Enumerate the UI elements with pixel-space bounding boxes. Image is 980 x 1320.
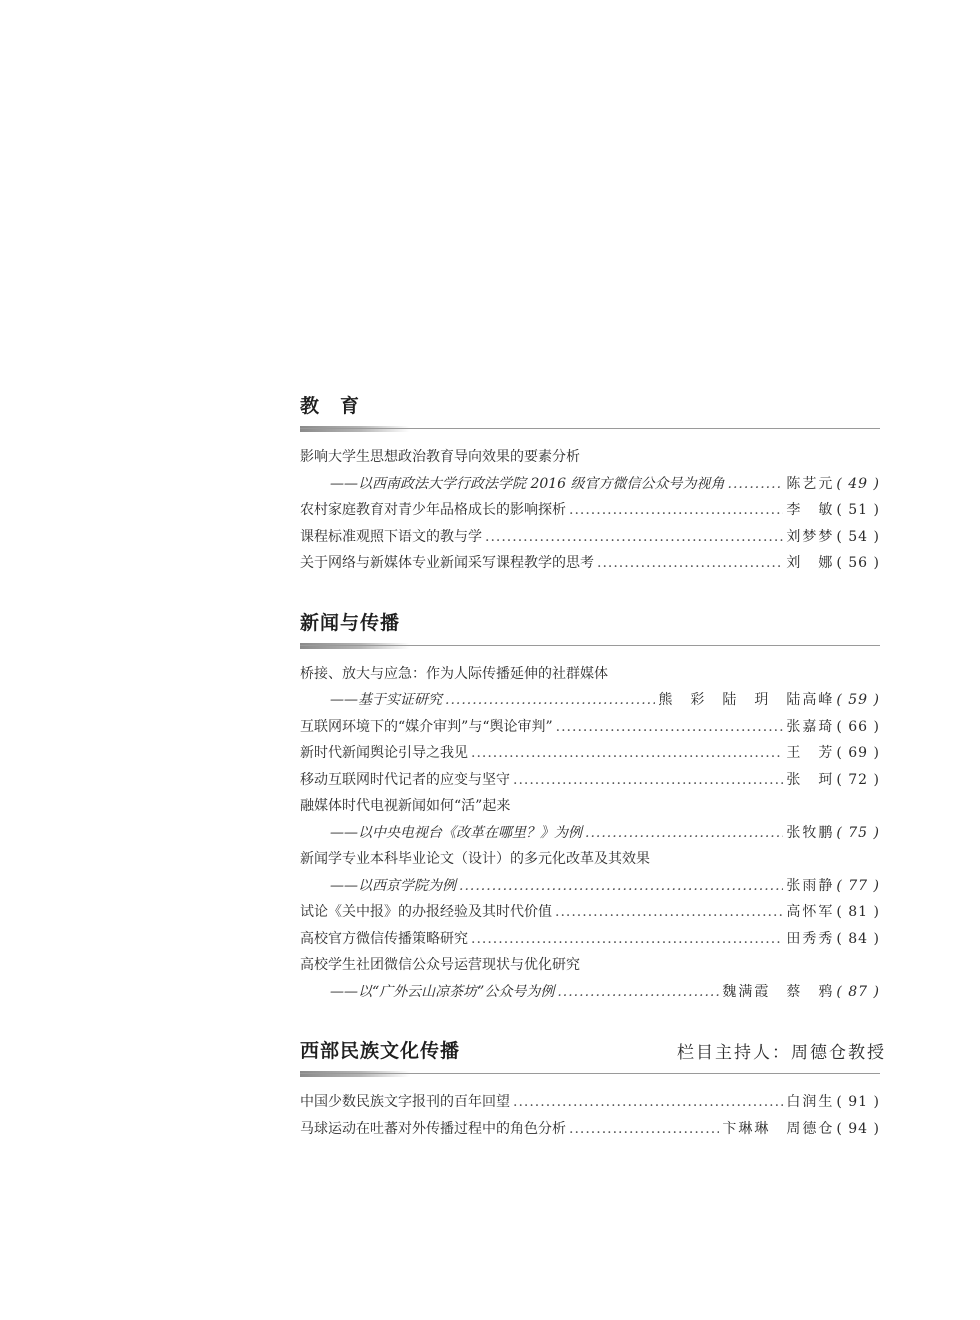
- toc-entry-title[interactable]: 高校学生社团微信公众号运营现状与优化研究: [300, 957, 580, 973]
- entry-title: 移动互联网时代记者的应变与坚守: [300, 771, 510, 788]
- entry-author: 张嘉琦: [786, 718, 835, 735]
- leader-dots: [485, 524, 783, 551]
- toc-entry[interactable]: [300, 524, 880, 551]
- entry-page: ( 72 ): [836, 771, 880, 788]
- entry-page: ( 81 ): [836, 904, 880, 920]
- leader-dots: [585, 820, 783, 847]
- leader-dots: [597, 550, 783, 577]
- entry-subtitle: ——以西南政法大学行政法学院 2016 级官方微信公众号为视角: [330, 475, 725, 492]
- section-title: 西部民族文化传播: [300, 1040, 461, 1062]
- entry-subtitle: ——以中央电视台《改革在哪里？》为例: [330, 824, 582, 841]
- section-title: 新闻与传播: [300, 611, 401, 634]
- toc-entry[interactable]: [300, 1116, 880, 1143]
- entry-list: [300, 1089, 880, 1142]
- section-journalism: [300, 605, 880, 1006]
- toc-entry[interactable]: [300, 1089, 880, 1116]
- entry-page: ( 69 ): [836, 745, 880, 761]
- entry-author: 张牧鹏: [786, 824, 835, 841]
- entry-subtitle: ——以西京学院为例: [330, 877, 456, 894]
- entry-page: ( 87 ): [836, 983, 880, 1000]
- toc-entry[interactable]: [300, 926, 880, 953]
- leader-dots: [513, 767, 783, 794]
- leader-dots: [471, 740, 783, 767]
- leader-dots: [556, 714, 784, 741]
- leader-dots: [555, 899, 783, 926]
- toc-entry-title[interactable]: 桥接、放大与应急：作为人际传播延伸的社群媒体: [300, 665, 608, 682]
- leader-dots: [557, 979, 719, 1006]
- toc-entry[interactable]: [300, 550, 880, 577]
- entry-author: 白润生: [786, 1094, 835, 1110]
- entry-title: 试论《关中报》的办报经验及其时代价值: [300, 904, 552, 920]
- entry-author: 田秀秀: [786, 930, 835, 947]
- section-header: [300, 388, 880, 418]
- entry-page: ( 75 ): [836, 824, 880, 841]
- toc-entry-subtitle-row[interactable]: [300, 979, 880, 1006]
- section-title: 教 育: [300, 395, 361, 417]
- entry-author: 熊 彩 陆 玥 陆高峰: [658, 692, 835, 708]
- entry-page: ( 66 ): [836, 718, 880, 735]
- toc-entry[interactable]: [300, 497, 880, 524]
- entry-author: 李 敏: [786, 502, 835, 518]
- entry-title: 课程标准观照下语文的教与学: [300, 528, 482, 545]
- leader-dots: [471, 926, 783, 953]
- section-header: [300, 605, 880, 635]
- entry-title: 中国少数民族文字报刊的百年回望: [300, 1094, 510, 1110]
- section-rule: [300, 643, 880, 651]
- table-of-contents: [300, 388, 886, 1170]
- section-host: 栏目主持人：周德仓教授: [677, 1043, 886, 1063]
- entry-list: [300, 444, 880, 577]
- entry-title: 新时代新闻舆论引导之我见: [300, 745, 468, 761]
- entry-page: ( 91 ): [836, 1094, 880, 1110]
- entry-subtitle: ——基于实证研究: [330, 692, 442, 708]
- entry-author: 高怀军: [786, 904, 835, 920]
- entry-author: 刘 娜: [786, 555, 835, 571]
- entry-title: 关于网络与新媒体专业新闻采写课程教学的思考: [300, 555, 594, 571]
- section-education: [300, 388, 880, 577]
- entry-page: ( 84 ): [836, 930, 880, 947]
- entry-author: 陈艺元: [786, 475, 835, 492]
- section-header: [300, 1033, 886, 1063]
- toc-entry[interactable]: [300, 767, 880, 794]
- entry-author: 张雨静: [786, 877, 835, 894]
- entry-author: 张 珂: [786, 771, 835, 788]
- section-rule: [300, 1071, 880, 1079]
- section-rule: [300, 426, 880, 434]
- leader-dots: [459, 873, 783, 900]
- entry-page: ( 56 ): [836, 555, 880, 571]
- leader-dots: [569, 497, 783, 524]
- entry-author: 卞琳琳 周德仓: [722, 1120, 835, 1137]
- leader-dots: [569, 1116, 719, 1143]
- entry-list: [300, 661, 880, 1006]
- toc-entry-subtitle-row[interactable]: [300, 873, 880, 900]
- toc-entry[interactable]: [300, 714, 880, 741]
- entry-subtitle: ——以“广外云山凉茶坊”公众号为例: [330, 983, 555, 1000]
- entry-page: ( 59 ): [836, 692, 880, 708]
- toc-entry-title[interactable]: 融媒体时代电视新闻如何“活”起来: [300, 798, 511, 814]
- toc-entry-subtitle-row[interactable]: [300, 687, 880, 714]
- section-western-ethnic-culture: [300, 1033, 886, 1142]
- leader-dots: [445, 687, 655, 714]
- entry-page: ( 49 ): [836, 475, 880, 492]
- toc-entry-subtitle-row[interactable]: [300, 471, 880, 498]
- entry-title: 高校官方微信传播策略研究: [300, 930, 468, 947]
- entry-page: ( 51 ): [836, 502, 880, 518]
- toc-entry[interactable]: [300, 740, 880, 767]
- leader-dots: [513, 1089, 783, 1116]
- entry-page: ( 94 ): [836, 1120, 880, 1137]
- toc-entry-subtitle-row[interactable]: [300, 820, 880, 847]
- entry-author: 王 芳: [786, 745, 835, 761]
- entry-title: 互联网环境下的“媒介审判”与“舆论审判”: [300, 718, 553, 735]
- toc-entry[interactable]: [300, 899, 880, 926]
- entry-author: 魏满霞 蔡 鸦: [722, 983, 835, 1000]
- entry-page: ( 54 ): [836, 528, 880, 545]
- entry-author: 刘梦梦: [786, 528, 835, 545]
- toc-entry-title[interactable]: 影响大学生思想政治教育导向效果的要素分析: [300, 449, 580, 465]
- toc-entry-title[interactable]: 新闻学专业本科毕业论文（设计）的多元化改革及其效果: [300, 851, 650, 867]
- entry-title: 马球运动在吐蕃对外传播过程中的角色分析: [300, 1120, 566, 1137]
- entry-page: ( 77 ): [836, 877, 880, 894]
- entry-title: 农村家庭教育对青少年品格成长的影响探析: [300, 502, 566, 518]
- leader-dots: [728, 471, 784, 498]
